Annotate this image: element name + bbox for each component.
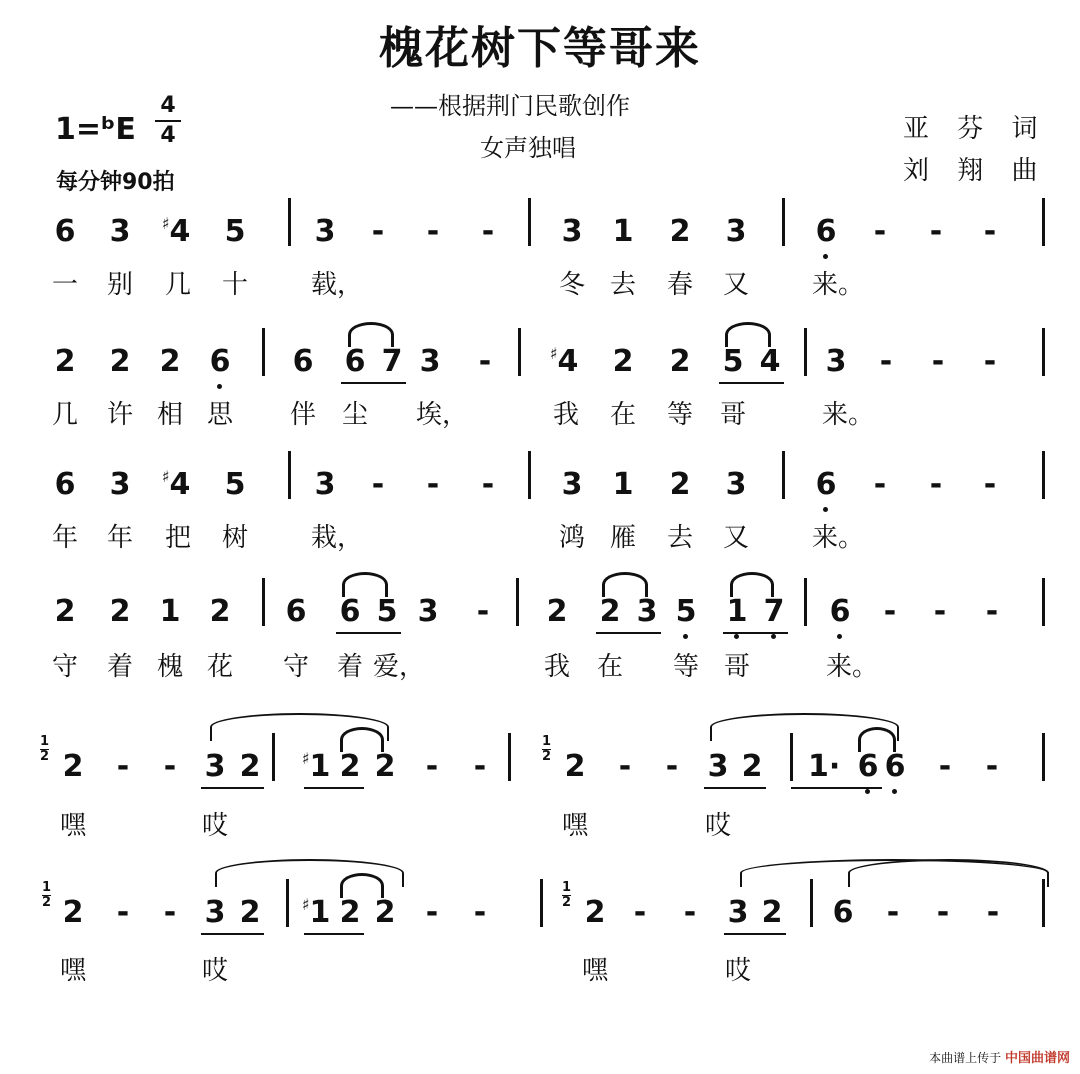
composer-credit: 刘 翔 曲 (903, 156, 1048, 186)
note: 3 (109, 214, 131, 249)
note: 2 (374, 895, 396, 930)
note: - (425, 749, 439, 784)
barline (1042, 451, 1045, 499)
song-title: 槐花树下等哥来 (379, 23, 701, 74)
barline (528, 451, 531, 499)
lyric: 来。 (826, 652, 879, 682)
barline (262, 578, 265, 626)
note (296, 895, 336, 930)
tie-arc (602, 572, 648, 597)
note: 2 (584, 895, 606, 930)
tie-arc (730, 572, 774, 597)
lyric: 哥 (719, 400, 746, 430)
note: - (116, 749, 130, 784)
sharp-icon: ♯ (301, 749, 310, 768)
time-signature-bottom: 4 (155, 120, 181, 150)
underline-beam (719, 382, 784, 384)
note: - (879, 344, 893, 379)
tie-arc (348, 322, 394, 347)
note: 5 (376, 594, 398, 629)
note: 6 (54, 467, 76, 502)
lyric: 思 (206, 400, 233, 430)
note: 4 (759, 344, 781, 379)
note: - (883, 594, 897, 629)
note: - (985, 749, 999, 784)
note: - (933, 594, 947, 629)
note: 6 (344, 344, 366, 379)
lyric: 等 (672, 652, 699, 682)
note: - (873, 467, 887, 502)
note: 2 (599, 594, 621, 629)
note: 3 (417, 594, 439, 629)
note: 7 (381, 344, 403, 379)
lyric: 哥 (723, 652, 750, 682)
lyric: 在 (609, 400, 636, 430)
note: - (983, 214, 997, 249)
note: - (938, 749, 952, 784)
note: 2 (109, 344, 131, 379)
octave-dot-below (865, 789, 870, 794)
lyric: 相 (156, 400, 183, 430)
octave-dot-below (771, 634, 776, 639)
octave-dot-below (217, 384, 222, 389)
sharp-icon: ♯ (549, 344, 558, 363)
underline-beam (723, 632, 788, 634)
note: - (481, 467, 495, 502)
grace-denominator: 2 (42, 895, 52, 910)
note: - (473, 749, 487, 784)
barline (1042, 328, 1045, 376)
note: 2 (761, 895, 783, 930)
note: - (473, 895, 487, 930)
note-digit: 4 (169, 467, 191, 502)
slur-arc (710, 713, 899, 741)
note: - (633, 895, 647, 930)
octave-dot-below (823, 507, 828, 512)
note-digit: 1 (309, 895, 331, 930)
note: 5 (675, 594, 697, 629)
lyric: 着 (336, 652, 363, 682)
note: 1 (726, 594, 748, 629)
note: 3 (636, 594, 658, 629)
key-signature: 1=ᵇE (55, 112, 136, 147)
lyric: 在 (596, 652, 623, 682)
underline-beam (201, 933, 264, 935)
lyric: 我 (552, 400, 579, 430)
lyric: 爱， (373, 652, 426, 682)
tie-arc (725, 322, 771, 347)
note: 5 (224, 467, 246, 502)
note: 2 (612, 344, 634, 379)
sharp-icon: ♯ (161, 214, 170, 233)
barline (508, 733, 511, 781)
note: 1 (612, 467, 634, 502)
barline (1042, 733, 1045, 781)
lyric: 年 (51, 523, 78, 553)
lyric: 把 (164, 523, 191, 553)
note: 1· (808, 749, 841, 784)
lyric: 哎 (704, 811, 731, 841)
note: 2 (109, 594, 131, 629)
note: 2 (239, 895, 261, 930)
octave-dot-below (837, 634, 842, 639)
note: 2 (669, 214, 691, 249)
barline (804, 328, 807, 376)
note: 3 (314, 214, 336, 249)
note: - (116, 895, 130, 930)
note: 2 (54, 344, 76, 379)
underline-beam (596, 632, 661, 634)
note (296, 749, 336, 784)
note: 3 (561, 467, 583, 502)
grace-fraction (40, 735, 49, 764)
note: 2 (54, 594, 76, 629)
lyric: 哎 (201, 956, 228, 986)
note: 3 (825, 344, 847, 379)
underline-beam (724, 933, 786, 935)
barline (262, 328, 265, 376)
lyric: 一 (51, 270, 78, 300)
note: - (683, 895, 697, 930)
barline (528, 198, 531, 246)
tempo-marking: 每分钟90拍 (56, 170, 175, 195)
lyric: 花 (206, 652, 233, 682)
time-signature-top: 4 (160, 93, 176, 118)
lyric: 来。 (812, 523, 865, 553)
underline-beam (341, 382, 406, 384)
grace-denominator: 2 (542, 749, 552, 764)
barline (516, 578, 519, 626)
lyric: 我 (543, 652, 570, 682)
grace-fraction (42, 881, 51, 910)
note: 6 (339, 594, 361, 629)
note: 2 (209, 594, 231, 629)
lyric: 着 (106, 652, 133, 682)
time-signature (155, 92, 181, 150)
note: - (371, 467, 385, 502)
note: - (931, 344, 945, 379)
note: - (986, 895, 1000, 930)
note: 7 (763, 594, 785, 629)
note: 3 (725, 214, 747, 249)
note: 3 (109, 467, 131, 502)
lyric: 尘 (341, 400, 368, 430)
lyric: 鸿 (558, 523, 585, 553)
note: 1 (159, 594, 181, 629)
sharp-icon: ♯ (161, 467, 170, 486)
underline-beam (791, 787, 882, 789)
grace-numerator: 1 (562, 880, 572, 895)
note: - (936, 895, 950, 930)
lyric: 守 (51, 652, 78, 682)
note (544, 344, 584, 379)
underline-beam (704, 787, 766, 789)
lyric: 守 (282, 652, 309, 682)
note: 6 (54, 214, 76, 249)
note: - (983, 344, 997, 379)
barline (1042, 578, 1045, 626)
lyric: 伴 (289, 400, 316, 430)
note: 3 (314, 467, 336, 502)
note: 2 (339, 749, 361, 784)
grace-denominator: 2 (40, 749, 50, 764)
lyric: 树 (221, 523, 248, 553)
lyricist-credit: 亚 芬 词 (903, 114, 1048, 144)
barline (540, 879, 543, 927)
slur-arc (210, 713, 389, 741)
lyric: 载， (311, 270, 364, 300)
note: 6 (829, 594, 851, 629)
footer-brand: 中国曲谱网 (1004, 1051, 1070, 1066)
lyric: 嘿 (59, 811, 86, 841)
note: 2 (339, 895, 361, 930)
note: - (163, 895, 177, 930)
barline (288, 198, 291, 246)
note: - (873, 214, 887, 249)
lyric: 又 (722, 270, 749, 300)
note: 5 (224, 214, 246, 249)
note: - (929, 467, 943, 502)
underline-beam (336, 632, 401, 634)
note: 6 (832, 895, 854, 930)
note: - (163, 749, 177, 784)
lyric: 栽， (311, 523, 364, 553)
grace-numerator: 1 (40, 734, 50, 749)
note: 3 (204, 749, 226, 784)
barline (782, 451, 785, 499)
note: - (983, 467, 997, 502)
note: 3 (561, 214, 583, 249)
note: 2 (374, 749, 396, 784)
note: - (665, 749, 679, 784)
lyric: 春 (666, 270, 693, 300)
note: 3 (204, 895, 226, 930)
barline (804, 578, 807, 626)
note (156, 214, 196, 249)
note: 6 (285, 594, 307, 629)
note: 6 (292, 344, 314, 379)
note: 5 (722, 344, 744, 379)
note: 3 (727, 895, 749, 930)
underline-beam (201, 787, 264, 789)
lyric: 许 (106, 400, 133, 430)
note: - (478, 344, 492, 379)
note-digit: 4 (557, 344, 579, 379)
lyric: 嘿 (59, 956, 86, 986)
note: - (886, 895, 900, 930)
note: - (426, 214, 440, 249)
note: 3 (707, 749, 729, 784)
barline (518, 328, 521, 376)
lyric: 嘿 (581, 956, 608, 986)
note (156, 467, 196, 502)
note: 2 (62, 749, 84, 784)
underline-beam (304, 787, 364, 789)
grace-denominator: 2 (562, 895, 572, 910)
note-digit: 4 (169, 214, 191, 249)
lyric: 几 (51, 400, 78, 430)
lyric: 哎 (724, 956, 751, 986)
tie-arc (342, 572, 388, 597)
lyric: 来。 (822, 400, 875, 430)
lyric: 十 (221, 270, 248, 300)
barline (782, 198, 785, 246)
grace-numerator: 1 (42, 880, 52, 895)
note: - (425, 895, 439, 930)
lyric: 去 (609, 270, 636, 300)
underline-beam (304, 933, 364, 935)
lyric: 雁 (609, 523, 636, 553)
sharp-icon: ♯ (301, 895, 310, 914)
grace-fraction (542, 735, 551, 764)
lyric: 埃， (416, 400, 469, 430)
note: 3 (419, 344, 441, 379)
note: 1 (612, 214, 634, 249)
grace-numerator: 1 (542, 734, 552, 749)
lyric: 年 (106, 523, 133, 553)
note: - (985, 594, 999, 629)
subtitle: ——根据荆门民歌创作 (390, 92, 630, 120)
note: 2 (669, 344, 691, 379)
footer-prefix: 本曲谱上传于 (929, 1051, 1002, 1065)
lyric: 等 (666, 400, 693, 430)
performance-style: 女声独唱 (480, 134, 576, 162)
note: - (371, 214, 385, 249)
lyric: 哎 (201, 811, 228, 841)
note: - (481, 214, 495, 249)
note: 2 (239, 749, 261, 784)
lyric: 几 (164, 270, 191, 300)
lyric: 别 (106, 270, 133, 300)
note: 2 (564, 749, 586, 784)
slur-arc (848, 859, 1049, 887)
note: 6 (857, 749, 879, 784)
barline (288, 451, 291, 499)
note: - (929, 214, 943, 249)
note: 2 (669, 467, 691, 502)
octave-dot-below (683, 634, 688, 639)
note: 6 (815, 214, 837, 249)
grace-fraction (562, 881, 571, 910)
note: 2 (741, 749, 763, 784)
note: - (476, 594, 490, 629)
note: 3 (725, 467, 747, 502)
octave-dot-below (892, 789, 897, 794)
lyric: 去 (666, 523, 693, 553)
note: 2 (546, 594, 568, 629)
lyric: 槐 (156, 652, 183, 682)
octave-dot-below (734, 634, 739, 639)
note-digit: 1 (309, 749, 331, 784)
barline (1042, 198, 1045, 246)
note: - (426, 467, 440, 502)
octave-dot-below (823, 254, 828, 259)
note: - (618, 749, 632, 784)
note: 2 (159, 344, 181, 379)
note: 6 (884, 749, 906, 784)
note: 6 (209, 344, 231, 379)
note: 2 (62, 895, 84, 930)
slur-arc (215, 859, 404, 887)
lyric: 又 (722, 523, 749, 553)
note: 6 (815, 467, 837, 502)
lyric: 嘿 (561, 811, 588, 841)
lyric: 来。 (812, 270, 865, 300)
footer-credit (929, 1047, 1070, 1066)
lyric: 冬 (558, 270, 585, 300)
